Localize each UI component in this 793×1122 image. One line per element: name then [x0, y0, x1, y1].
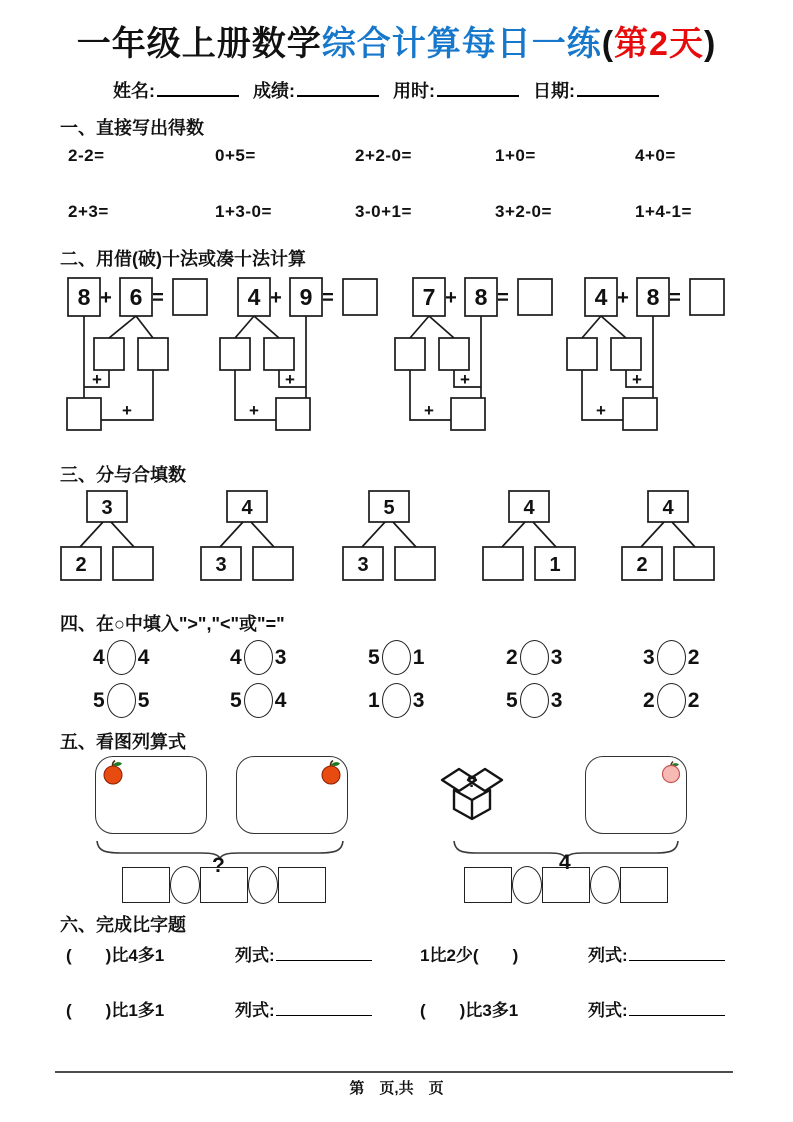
- comparison-item: [368, 640, 424, 675]
- equation-blank[interactable]: [629, 1001, 725, 1016]
- tree-right-box[interactable]: [395, 547, 435, 580]
- equation-slot-square[interactable]: [278, 867, 326, 903]
- plus-sign: +: [632, 370, 642, 389]
- equals-sign: =: [152, 287, 164, 309]
- title-paren-close: ): [703, 25, 717, 63]
- plus-sign: +: [122, 401, 132, 420]
- left-number: 5: [368, 645, 380, 669]
- equation-slot-row: [464, 866, 668, 904]
- equation-slot-circle[interactable]: [512, 866, 542, 904]
- name-field: [113, 77, 239, 103]
- section1-heading: 一、直接写出得数: [60, 118, 204, 138]
- comparison-item: [506, 683, 562, 718]
- comparison-circle[interactable]: [657, 640, 686, 675]
- comparison-circle[interactable]: [520, 683, 549, 718]
- equals-sign: =: [322, 287, 334, 309]
- number-bond-tree-2: [192, 490, 302, 592]
- right-number: 4: [274, 688, 287, 712]
- make-ten-diagram-1: [48, 276, 223, 438]
- number-bond-tree-3: [334, 490, 444, 592]
- left-number: 1: [368, 688, 380, 712]
- compare-problem-text: ( )比3多1: [420, 1001, 519, 1020]
- right-number: 3: [550, 688, 563, 712]
- addend-b: 8: [646, 284, 660, 310]
- date-label: 日期:: [533, 81, 575, 101]
- comparison-circle[interactable]: [244, 640, 273, 675]
- plus-sign: +: [617, 287, 629, 309]
- tree-left-value: 3: [357, 554, 369, 576]
- date-field: [533, 77, 659, 103]
- equation: 2+3=: [68, 202, 109, 221]
- title-grade: 一年级上册数学: [76, 25, 322, 63]
- peach-icon: [660, 760, 682, 784]
- lieshi-field: [235, 941, 372, 966]
- lieshi-label: 列式:: [588, 946, 628, 965]
- split-box[interactable]: [567, 338, 597, 370]
- tree-right-box[interactable]: [113, 547, 153, 580]
- left-number: 5: [506, 688, 518, 712]
- apple-icon: [101, 759, 125, 785]
- right-number: 3: [274, 645, 287, 669]
- tree-right-box[interactable]: [253, 547, 293, 580]
- right-number: 2: [687, 688, 700, 712]
- addend-b: 9: [299, 284, 313, 310]
- tree-top-value: 3: [101, 497, 113, 519]
- comparison-item: [506, 640, 562, 675]
- plus-sign: +: [92, 370, 102, 389]
- plus-sign: +: [100, 287, 112, 309]
- tree-top-value: 5: [383, 497, 395, 519]
- page-title: [0, 16, 793, 65]
- split-box[interactable]: [94, 338, 124, 370]
- tree-right-box[interactable]: [674, 547, 714, 580]
- equation: 1+0=: [495, 146, 536, 165]
- plus-sign: +: [270, 287, 282, 309]
- tree-top-value: 4: [662, 497, 674, 519]
- addend-b: 6: [129, 284, 143, 310]
- footer-divider: [55, 1071, 733, 1073]
- plus-sign: +: [285, 370, 295, 389]
- comparison-circle[interactable]: [107, 683, 136, 718]
- equation-blank[interactable]: [629, 946, 725, 961]
- section2-heading: 二、用借(破)十法或凑十法计算: [60, 249, 306, 269]
- lieshi-field: [588, 996, 725, 1021]
- equation: 4+0=: [635, 146, 676, 165]
- score-label: 成绩:: [253, 81, 295, 101]
- answer-box[interactable]: [343, 279, 377, 315]
- right-number: 1: [412, 645, 425, 669]
- plus-sign: +: [424, 401, 434, 420]
- split-box[interactable]: [264, 338, 294, 370]
- comparison-circle[interactable]: [382, 683, 411, 718]
- lieshi-field: [588, 941, 725, 966]
- equation: 3+2-0=: [495, 202, 552, 221]
- left-number: 4: [93, 645, 105, 669]
- right-number: 4: [137, 645, 150, 669]
- score-blank[interactable]: [297, 80, 379, 97]
- section6-heading: 六、完成比字题: [60, 915, 186, 935]
- equation-slot-square[interactable]: [464, 867, 512, 903]
- title-paren-open: (: [601, 25, 615, 63]
- plus-sign: +: [460, 370, 470, 389]
- number-bond-tree-5: [613, 490, 723, 592]
- right-number: 3: [550, 645, 563, 669]
- plus-sign: +: [249, 401, 259, 420]
- left-number: 5: [93, 688, 105, 712]
- split-box[interactable]: [439, 338, 469, 370]
- equation-slot-row: [122, 866, 326, 904]
- answer-box[interactable]: [518, 279, 552, 315]
- student-info-row: [113, 77, 659, 103]
- time-blank[interactable]: [437, 80, 519, 97]
- sum-box[interactable]: [276, 398, 310, 430]
- equals-sign: =: [669, 287, 681, 309]
- mystery-box-icon: [438, 754, 506, 828]
- make-ten-diagram-3: [393, 276, 568, 438]
- tree-left-box[interactable]: [483, 547, 523, 580]
- equation-blank[interactable]: [276, 946, 372, 961]
- equation-blank[interactable]: [276, 1001, 372, 1016]
- tree-top-value: 4: [241, 497, 253, 519]
- equation: 1+3-0=: [215, 202, 272, 221]
- right-number: 3: [412, 688, 425, 712]
- addend-a: 7: [422, 284, 436, 310]
- compare-problem-text: ( )比1多1: [66, 1001, 165, 1020]
- left-number: 3: [643, 645, 655, 669]
- name-label: 姓名:: [113, 81, 155, 101]
- compare-problem-text: 1比2少( ): [420, 946, 519, 965]
- make-ten-diagram-4: [565, 276, 740, 438]
- equation-slot-square[interactable]: [542, 867, 590, 903]
- split-box[interactable]: [611, 338, 641, 370]
- equation-slot-square[interactable]: [200, 867, 248, 903]
- tree-left-value: 2: [75, 554, 87, 576]
- right-number: 2: [687, 645, 700, 669]
- left-number: 2: [506, 645, 518, 669]
- comparison-item: [93, 640, 149, 675]
- apple-icon: [319, 759, 343, 785]
- addend-a: 4: [594, 284, 608, 310]
- left-number: 2: [643, 688, 655, 712]
- section5-heading: 五、看图列算式: [60, 732, 186, 752]
- sum-box[interactable]: [451, 398, 485, 430]
- equation: 0+5=: [215, 146, 256, 165]
- equation-slot-circle[interactable]: [170, 866, 200, 904]
- lieshi-label: 列式:: [235, 946, 275, 965]
- comparison-item: [230, 683, 286, 718]
- comparison-item: [368, 683, 424, 718]
- split-box[interactable]: [395, 338, 425, 370]
- equation-slot-circle[interactable]: [590, 866, 620, 904]
- page-footer: 第 页,共 页: [349, 1080, 444, 1097]
- tree-right-value: 1: [549, 554, 561, 576]
- section4-heading: 四、在○中填入">","<"或"=": [60, 614, 285, 634]
- box-question-mark: ?: [466, 772, 478, 791]
- right-number: 5: [137, 688, 150, 712]
- plus-sign: +: [596, 401, 606, 420]
- left-number: 4: [230, 645, 242, 669]
- comparison-item: [93, 683, 149, 718]
- lieshi-label: 列式:: [235, 1001, 275, 1020]
- title-day: 第2天: [614, 25, 704, 63]
- equation-slot-square[interactable]: [122, 867, 170, 903]
- equation: 3-0+1=: [355, 202, 412, 221]
- comparison-item: [643, 683, 699, 718]
- answer-box[interactable]: [690, 279, 724, 315]
- comparison-item: [230, 640, 286, 675]
- score-field: [253, 77, 379, 103]
- compare-problem-text: ( )比4多1: [66, 946, 165, 965]
- comparison-circle[interactable]: [107, 640, 136, 675]
- equation-slot-circle[interactable]: [248, 866, 278, 904]
- sum-box[interactable]: [67, 398, 101, 430]
- lieshi-field: [235, 996, 372, 1021]
- addend-a: 8: [77, 284, 91, 310]
- comparison-circle[interactable]: [657, 683, 686, 718]
- section3-heading: 三、分与合填数: [60, 465, 186, 485]
- comparison-circle[interactable]: [520, 640, 549, 675]
- title-topic: 综合计算每日一练: [321, 25, 602, 63]
- number-bond-tree-4: [474, 490, 584, 592]
- lieshi-label: 列式:: [588, 1001, 628, 1020]
- equals-sign: =: [497, 287, 509, 309]
- tree-left-value: 3: [215, 554, 227, 576]
- number-bond-tree-1: [52, 490, 162, 592]
- equation: 2+2-0=: [355, 146, 412, 165]
- time-label: 用时:: [393, 81, 435, 101]
- tree-left-value: 2: [636, 554, 648, 576]
- split-box[interactable]: [138, 338, 168, 370]
- equation: 1+4-1=: [635, 202, 692, 221]
- name-blank[interactable]: [157, 80, 239, 97]
- comparison-item: [643, 640, 699, 675]
- split-box[interactable]: [220, 338, 250, 370]
- plus-sign: +: [445, 287, 457, 309]
- time-field: [393, 77, 519, 103]
- date-blank[interactable]: [577, 80, 659, 97]
- tree-top-value: 4: [523, 497, 535, 519]
- comparison-circle[interactable]: [244, 683, 273, 718]
- equation: 2-2=: [68, 146, 105, 165]
- make-ten-diagram-2: [218, 276, 393, 438]
- sum-box[interactable]: [623, 398, 657, 430]
- total-value-label: 4: [559, 851, 571, 874]
- total-question-label: ?: [212, 854, 225, 877]
- answer-box[interactable]: [173, 279, 207, 315]
- left-number: 5: [230, 688, 242, 712]
- addend-a: 4: [247, 284, 261, 310]
- addend-b: 8: [474, 284, 488, 310]
- comparison-circle[interactable]: [382, 640, 411, 675]
- equation-slot-square[interactable]: [620, 867, 668, 903]
